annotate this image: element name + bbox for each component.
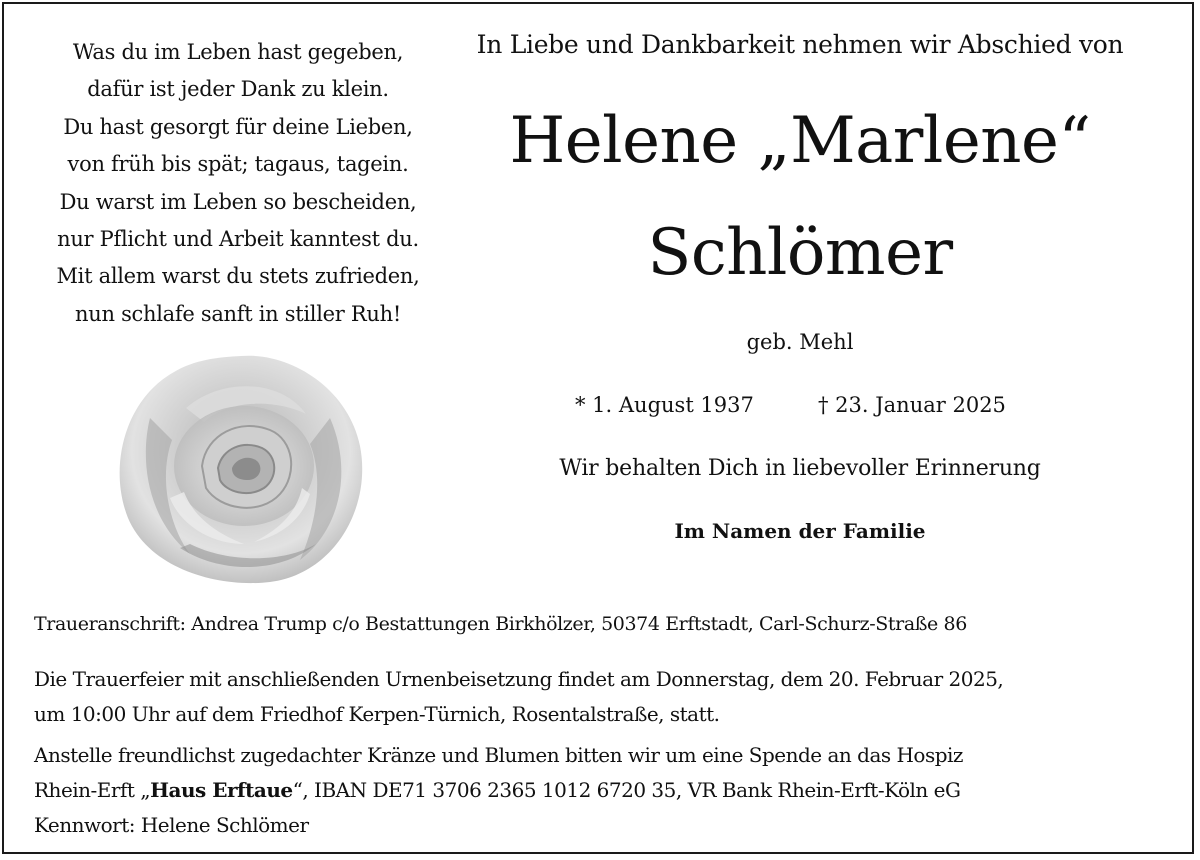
donation-line [34,773,963,808]
poem-line: von früh bis spät; tagaus, tagein. [67,152,409,177]
hospiz-name: Haus Erftaue [150,778,293,802]
ceremony-line: Die Trauerfeier mit anschließenden Urnenbeisetzung findet am Donnerstag, dem 20. Februar 2025, [34,667,1004,691]
deceased-name-first: Helene „Marlene“ [509,104,1091,178]
ceremony-details [34,662,1003,732]
poem [18,34,458,333]
donation-line: Anstelle freundlichst zugedachter Kränze und Blumen bitten wir um eine Spende an das Hospiz [34,743,963,767]
poem-line: Du warst im Leben so bescheiden, [59,189,417,214]
poem-line: Was du im Leben hast gegeben, [72,40,404,64]
poem-line: Du hast gesorgt für deine Lieben, [63,114,413,139]
poem-line: nun schlafe sanft in stiller Ruh! [75,301,401,326]
donation-keyword: Kennwort: Helene Schlömer [34,813,309,837]
poem-line: dafür ist jeder Dank zu klein. [87,77,389,102]
deceased-name-last: Schlömer [647,216,953,290]
donation-bank-details: “, IBAN DE71 3706 2365 1012 6720 35, VR Bank Rhein-Erft-Köln eG [292,778,961,802]
poem-line: nur Pflicht und Arbeit kanntest du. [57,227,419,252]
memory-line: Wir behalten Dich in liebevoller Erinnerung [559,456,1041,481]
farewell-intro: In Liebe und Dankbarkeit nehmen wir Abschied von [476,30,1124,59]
mourning-address: Traueranschrift: Andrea Trump c/o Bestattungen Birkhölzer, 50374 Erftstadt, Carl-Schurz-Straße 86 [34,613,967,635]
donation-request [34,738,963,843]
death-date: † 23. Januar 2025 [818,393,1006,417]
donation-prefix: Rhein-Erft „ [34,778,151,802]
birth-date: * 1. August 1937 [575,393,754,417]
rose-icon [110,348,372,588]
poem-line: Mit allem warst du stets zufrieden, [56,264,420,289]
family-signature: Im Namen der Familie [674,519,926,543]
ceremony-line: um 10:00 Uhr auf dem Friedhof Kerpen-Türnich, Rosentalstraße, statt. [34,702,720,726]
maiden-name: geb. Mehl [746,330,854,354]
